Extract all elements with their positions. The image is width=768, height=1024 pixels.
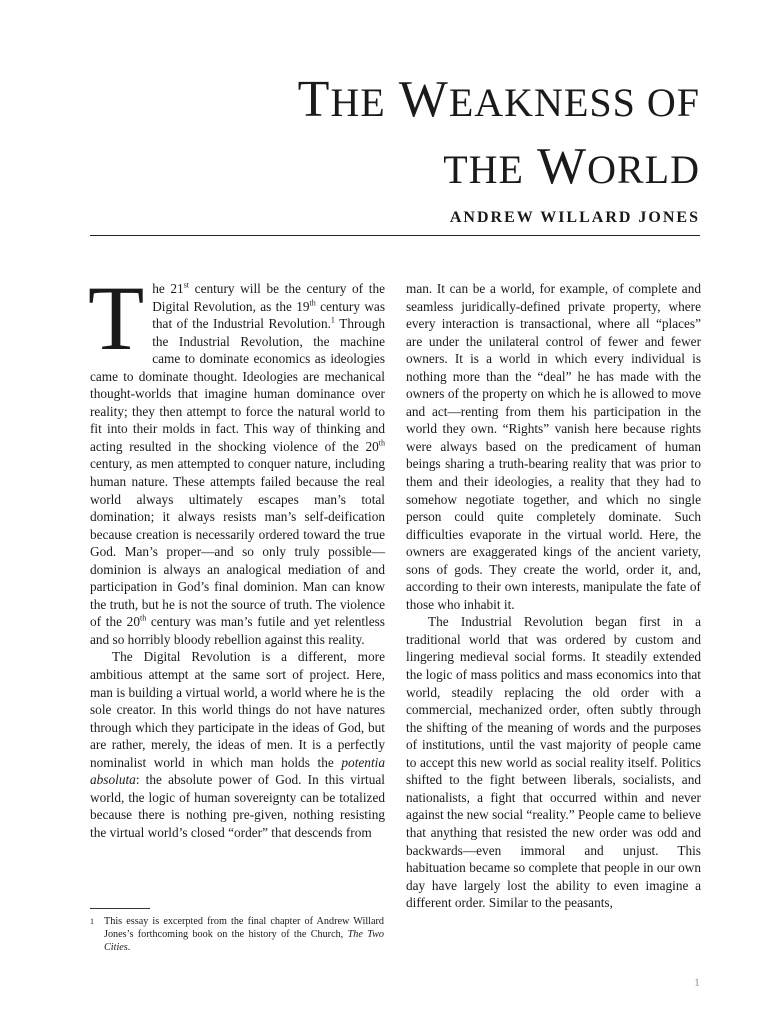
paragraph-3: man. It can be a world, for example, of complete and seamless juridically-defined private property, where every interaction is transactional, where all “places” are under the unilateral control of fewer and fewer owners. It is a world in which every individual is nothing more than the “deal” he has made with the owners of the property on which he is allowed to move and act—renting from them his participation in the world they own. “Rights” vanish here because rights were always based on the predicament of human beings sharing a truth-bearing reality that was prior to them and their ideologies, a reality that they had to somehow negotiate together, and which no single person could quite completely dominate. Such difficulties evaporate in the virtual world. Here, the owners are exaggerated kings of the ancient variety, sons of gods. They create the world, order it, and, according to their own interests, manipulate the fate of those who inhabit it.: [406, 281, 701, 612]
paragraph-2: The Digital Revolution is a different, more ambitious attempt at the same sort of project. Here, man is building a virtual world, a world where he is the sole creator. In this world things do not have natures through which they participate in the ideas of God, but are rather, merely, the ideas of men. It is a perfectly nominalist world in which man holds the potentia absoluta: the absolute power of God. In this virtual world, the logic of human sovereignty can be totalized because there is nothing pre-given, nothing resisting the virtual world’s closed “order” that descends from: [90, 649, 385, 840]
title-line-2: THE WORLD: [443, 138, 700, 195]
footnote-reference[interactable]: 1: [330, 315, 335, 325]
article-title: [298, 68, 700, 202]
footnote: [90, 915, 385, 954]
left-column: [88, 267, 385, 842]
footnote-text: This essay is excerpted from the final chapter of Andrew Willard Jones’s forthcoming book on the history of the Church, The Two Cities.: [104, 916, 384, 953]
footnote-rule: [90, 908, 150, 909]
paragraph-1: The 21st century will be the century of the Digital Revolution, as the 19th century was that of the Industrial Revolution.$^1$ Through the Industrial Revolution, the machine came to dominate economics as ideologies came to dominate thought. Ideologies are mechanical thought-worlds that imagine human dominance over reality; they then attempt to force the natural world to fit into their molds in fact. This way of thinking and acting resulted in the shocking violence of the 20th century, as men attempted to conquer nature, including human nature. These attempts failed because the real world always ultimately escapes man’s total domination; it always resists man’s self-deification because creation is necessarily ordered toward the true God. Man’s proper—and so only truly possible—dominion is always an analogical mediation of and participation in God’s final dominion. Man can know the truth, but he is not the source of truth. The violence of the 20th century was man’s futile and yet relentless and so horribly bloody rebellion against this reality.: [88, 267, 385, 647]
footnote-number: 1: [90, 917, 94, 926]
right-column: [406, 280, 701, 912]
author-byline: ANDREW WILLARD JONES: [449, 209, 700, 226]
header-rule: [90, 235, 700, 236]
page-number: 1: [694, 975, 700, 989]
paragraph-4: The Industrial Revolution began first in a traditional world that was ordered by custom and lingering medieval social forms. It steadily extended the logic of mass politics and mass economics into that world, steadily replacing the old order with a commercial, mechanized order, often subtly through the shifting of the meaning of words and the purposes of institutions, until the vast majority of people came to accept this new world as social reality itself. Politics shifted to the fight between liberals, socialists, and nationalists, a fight that occurred within and never against the new social “reality.” People came to believe that anything that resisted the new order was odd and backwards—even immoral and unjust. This habituation became so complete that people in our own day have largely lost the ability to even imagine a different order. Similar to the peasants,: [406, 614, 701, 911]
drop-cap: T: [88, 267, 145, 369]
title-line-1: THE WEAKNESS OF: [297, 71, 700, 128]
